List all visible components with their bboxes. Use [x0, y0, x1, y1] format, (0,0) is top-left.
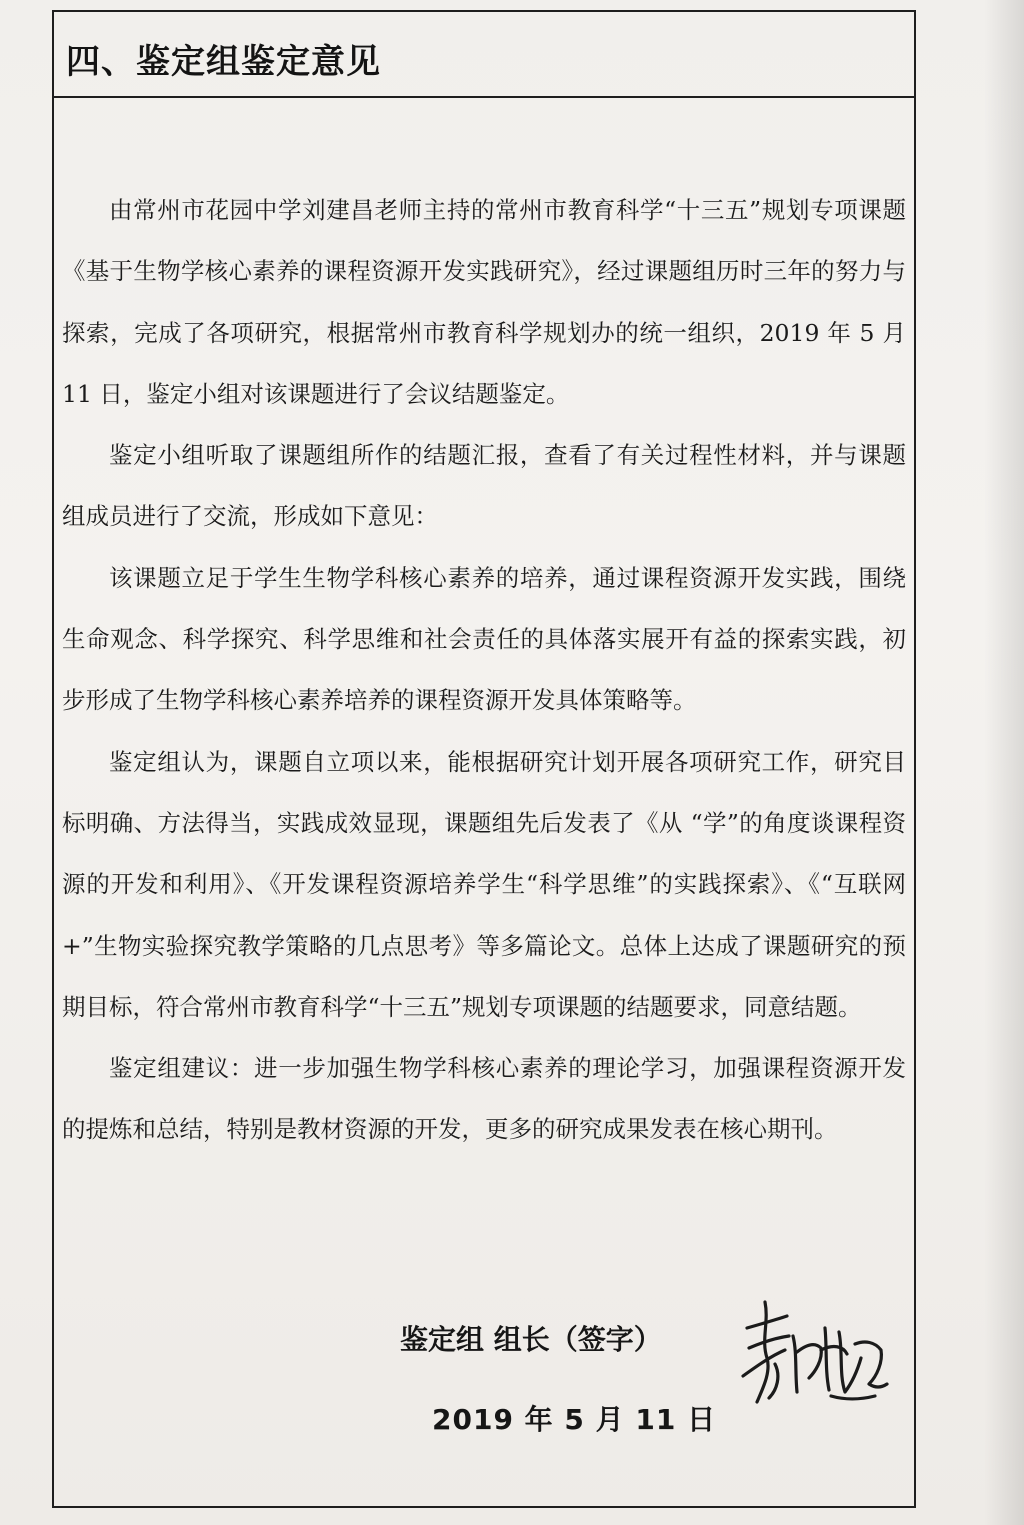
section-header-row	[54, 12, 914, 98]
paragraph-appraisal-conclusion: 鉴定组认为，课题自立项以来，能根据研究计划开展各项研究工作，研究目标明确、方法得当，实践成效显现，课题组先后发表了《从 “学”的角度谈课程资源的开发和利用》、《开发课程资源培养学生“科学思维”的实践探索》、《“互联网+”生物实验探究教学策略的几点思考》等多篇论文。总体上达成了课题研究的预期目标，符合常州市教育科学“十三五”规划专项课题的结题要求，同意结题。	[62, 747, 906, 1021]
paragraph-recommendations: 鉴定组建议：进一步加强生物学科核心素养的理论学习，加强课程资源开发的提炼和总结，特别是教材资源的开发，更多的研究成果发表在核心期刊。	[62, 1054, 906, 1144]
paragraph-review-process: 鉴定小组听取了课题组所作的结题汇报，查看了有关过程性材料，并与课题组成员进行了交流，形成如下意见：	[62, 441, 906, 531]
handwritten-signature	[735, 1292, 895, 1412]
page-edge-shadow	[984, 0, 1024, 1525]
section-title: 四、鉴定组鉴定意见	[66, 42, 381, 82]
form-frame	[52, 10, 916, 1508]
signature-label: 鉴定组 组长（签字）	[400, 1323, 662, 1356]
paragraph-project-summary: 由常州市花园中学刘建昌老师主持的常州市教育科学“十三五”规划专项课题《基于生物学核心素养的课程资源开发实践研究》，经过课题组历时三年的努力与探索，完成了各项研究，根据常州市教育科学规划办的统一组织，2019 年 5 月 11 日，鉴定小组对该课题进行了会议结题鉴定。	[62, 196, 906, 408]
paragraph-research-focus: 该课题立足于学生生物学科核心素养的培养，通过课程资源开发实践，围绕生命观念、科学探究、科学思维和社会责任的具体落实展开有益的探索实践，初步形成了生物学科核心素养培养的课程资源开发具体策略等。	[62, 563, 906, 715]
appraisal-opinion-body	[54, 180, 914, 1161]
signature-date: 2019 年 5 月 11 日	[432, 1403, 717, 1436]
